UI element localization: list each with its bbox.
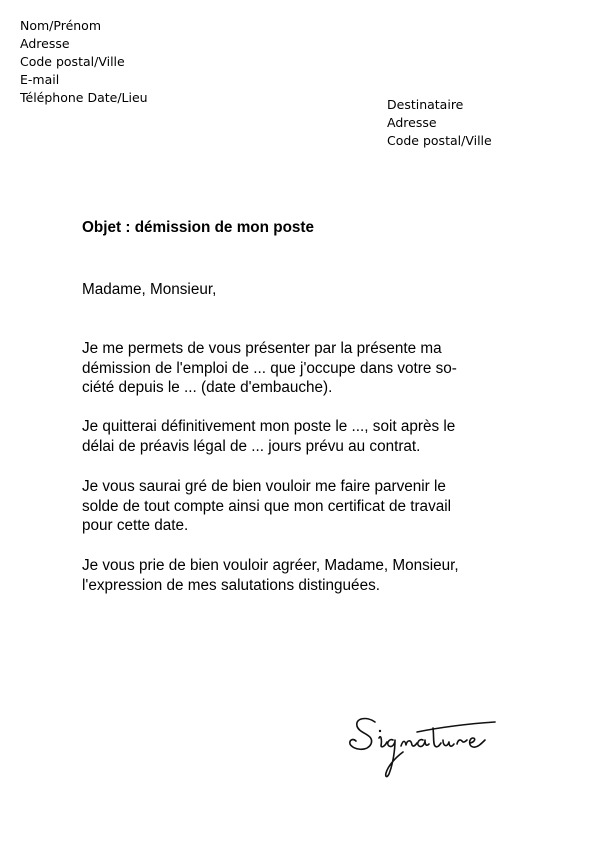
handwritten-signature [345, 708, 505, 783]
paragraph-line: l'expression de mes salutations distinguées. [82, 576, 380, 594]
recipient-name: Destinataire [387, 97, 464, 112]
paragraph-line: ciété depuis le ... (date d'embauche). [82, 379, 333, 396]
paragraph-line: Je vous prie de bien vouloir agréer, Madame, Monsieur, [82, 557, 459, 574]
paragraph-final-settlement [82, 477, 451, 536]
paragraph-line: pour cette date. [82, 517, 189, 534]
paragraph-line: délai de préavis légal de ... jours prévu au contrat. [82, 437, 421, 455]
sender-phone-date-place: Téléphone Date/Lieu [20, 90, 148, 105]
paragraph-line: Je quitterai définitivement mon poste le ..., soit après le [82, 418, 456, 435]
sender-address: Adresse [20, 36, 70, 51]
paragraph-line: démission de l'emploi de ... que j'occupe dans votre so- [82, 359, 457, 377]
letter-greeting: Madame, Monsieur, [82, 281, 217, 298]
recipient-block [387, 96, 492, 150]
sender-block [20, 17, 148, 107]
paragraph-closing [82, 556, 459, 595]
paragraph-line: Je me permets de vous présenter par la présente ma [82, 340, 442, 357]
paragraph-line: solde de tout compte ainsi que mon certificat de travail [82, 497, 452, 515]
sender-postal-city: Code postal/Ville [20, 54, 125, 69]
recipient-address: Adresse [387, 115, 437, 130]
sender-name: Nom/Prénom [20, 18, 102, 33]
recipient-postal-city: Code postal/Ville [387, 133, 492, 148]
paragraph-resignation [82, 339, 457, 398]
paragraph-notice-period [82, 417, 455, 456]
letter-subject: Objet : démission de mon poste [82, 219, 315, 236]
sender-email: E-mail [20, 72, 60, 87]
paragraph-line: Je vous saurai gré de bien vouloir me faire parvenir le [82, 478, 446, 495]
